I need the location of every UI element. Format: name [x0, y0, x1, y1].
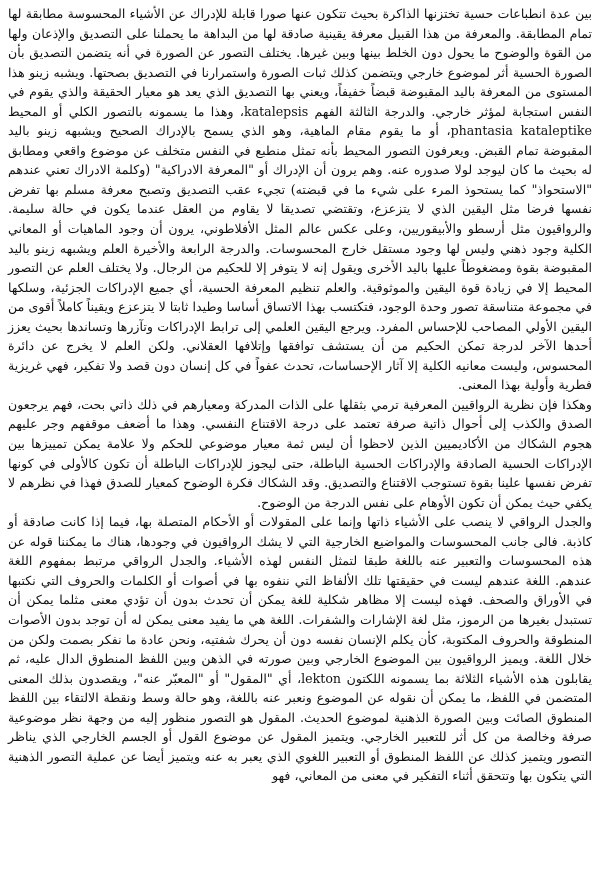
- paragraph-subjective-criterion: وهكذا فإن نظرية الرواقيين المعرفية ترمي بثقلها على الذات المدركة ومعيارهم في ذلك ذاتي بحت، فهم يرجعون الصدق والكذب إلى أحوال ذاتية صرفة تعتمد على درجة الاقتناع النفسي. وهذا ما أضعف موقفهم وجر عليهم هجوم الشكاك من الأكاديميين الذين لاحظوا أن ليس ثمة معيار موضوعي للحكم ولا علامة يمكن تمييزها بين الإدراكات الحسية الصادقة والإدراكات الحسية الباطلة، حتى ليجوز للإدراكات الباطلة أن تكون كالأولى في كونها تفرض نفسها علينا بقوة تستوجب الاقتناع والتصديق. وقد الشكاك فكرة الوضوح كمعيار للصدق فهذا في نظرهم لا يكفي حيث يمكن أن تكون الأوهام على نفس الدرجة من الوضوح.: [8, 396, 592, 510]
- paragraph-knowledge-degrees: بين عدة انطباعات حسية تختزنها الذاكرة بحيث تتكون عنها صورا قابلة للإدراك عن الأشياء المحسوسة مطابقة لها تمام المطابقة. والمعرفة من هذا القبيل معرفة يقينية صادقة لها من البداهة ما يحملنا على التصديق والإذعان ولها من القوة والوضوح ما يحول دون الخلط بينها وبين غيرها. يختلف التصور عن الصورة في أنه يتضمن التصديق بأن الصورة الحسية أثر لموضوع خارجي ويتضمن كذلك ثبات الصورة واستمرارنا في التصديق بصحتها. ويشبه زينو هذا المستوى من المعرفة باليد المقبوضة قبضاً خفيفاً، ويعني بها التصديق الذي يعد هو معيار الحقيقة والذي يقوم في النفس استجابة لمؤثر خارجي. والدرجة الثالثة الفهم katalepsis، وهذا ما يسمونه بالتصور الكلي أو المحيط phantasia kataleptike، أو ما يقوم مقام الماهية، وهو الذي يسمح بالإدراك الصحيح ويشبهه زينو باليد المقبوضة تمام القبض. ويعرفون التصور المحيط بأنه تمثل منطبع في النفس متخلف عن موضوع واقعي ومطابق له بحيث ما كان ليوجد لولا صدوره عنه. وهم يرون أن الإدراك أو "المعرفة الادراكية" (وكلمة الادراك تعني عندهم "الاستحواذ" كما يستحوذ المرء على شيء ما في قبضته) تجيء عقب التصديق وتصبح معرفة مسلم بها تفرض نفسها فرضا مثل اليقين الذي لا يتزعزع، وتقتضي تصديقا لا يقاوم من العقل عندما يكون في حالة سليمة. والرواقيون مثل أرسطو والأبيقوريين، وعلى عكس عالم المثل الأفلاطوني، يرون أن وجود الماهيات أو المعاني الكلية وجود ذهني وليس لها وجود مستقل خارج المحسوسات. والدرجة الرابعة والأخيرة العلم ويشبهه زينو باليد المقبوضة بقوة ومضغوطاً عليها باليد الأخرى ويقول إنه لا يتوفر إلا للحكيم من الرجال. ولا يختلف العلم عن التصور المحيط إلا في زيادة قوة اليقين والموثوقية. والعلم تنظيم المعرفة الحسية، أي جميع الإدراكات الجزئية، وسلكها في مجموعة متناسقة تصور وحدة الوجود، فتكتسب بهذا الاتساق أساسا وطيدا ثابتا لا يتزعزع ويقيناً كاملاً أقوى من اليقين الأولي المصاحب للإحساس المفرد. ويرجع اليقين العلمي إلى ترابط الإدراكات وتآزرها وتساندها بحيث يعزز أحدها الآخر لدرجة تمكن الحكيم من أن يستشف توافقها وإتلافها العقلاني. ولكن العلم لا يخرج عن دائرة المحسوس، وليست معانيه الكلية إلا آثار الإحساسات، تحدث عفواً في كل إنسان دون قصد ولا تفكير، فهي غريزية فطرية وأولية بهذا المعنى.: [8, 6, 592, 393]
- paragraph-stoic-dialectic: والجدل الرواقي لا ينصب على الأشياء ذاتها وإنما على المقولات أو الأحكام المتصلة بها، فيما إذا كانت صادقة أو كاذبة. فالى جانب المحسوسات والمواضيع الخارجية التي لا يشك الرواقيون في وجودها، هناك ما يمكننا قوله عن هذه المحسوسات والتعبير عنه باللغة طبقا لتمثل النفس لهذه الأشياء. والجدل الرواقي مرتبط بمفهوم اللغة عندهم. اللغة عندهم ليست في حقيقتها تلك الألفاظ التي ننفوه بها في أصوات أو الكلمات والحروف التي نكتبها في الأوراق والصحف. فهذه ليست إلا مظاهر شكلية للغة يمكن أن تحدث بدون أن تؤدي معنى مثلما يمكن أن تستبدل بغيرها من الرموز، مثل لغة الإشارات والشفرات. اللغة هي ما يفيد معنى يمكن له أن توجد بدون الأصوات المنطوقة والحروف المكتوبة، كأن يكلم الإنسان نفسه دون أن يحرك شفتيه، ونحن عادة ما نفكر بصمت ولكن من خلال اللغة. ويميز الرواقيون بين الموضوع الخارجي وبين صورته في الذهن وبين اللفظ المنطوق الدال عليه، ثم يقابلون هذه الأشياء الثلاثة بما يسمونه اللكتون lekton، أي "المقول" أو "المعبّر عنه"، ويقصدون بذلك المعنى المتضمن في اللفظ، ما يمكن أن نقوله عن الموضوع ونعبر عنه باللغة، وهو حالة وسط ونقطة الالتقاء بين اللفظ المنطوق الصائت وبين الصورة الذهنية لموضوع الحديث. المقول هو التصور منظور إليه من وجهة نظر موضوعية صرفة وخالصة من كل أثر للتعبير الخارجي. ويتميز المقول عن موضوع القول أو الجسم الخارجي الذي يناظر التصور ويتميز كذلك عن اللفظ المنطوق أو التعبير اللغوي الذي يعبر به عنه ويتميز أيضا عن عملية التصور الذهنية التي يتكون بها وتتحقق أثناء التفكير في معنى من المعاني، فهو: [8, 514, 592, 784]
